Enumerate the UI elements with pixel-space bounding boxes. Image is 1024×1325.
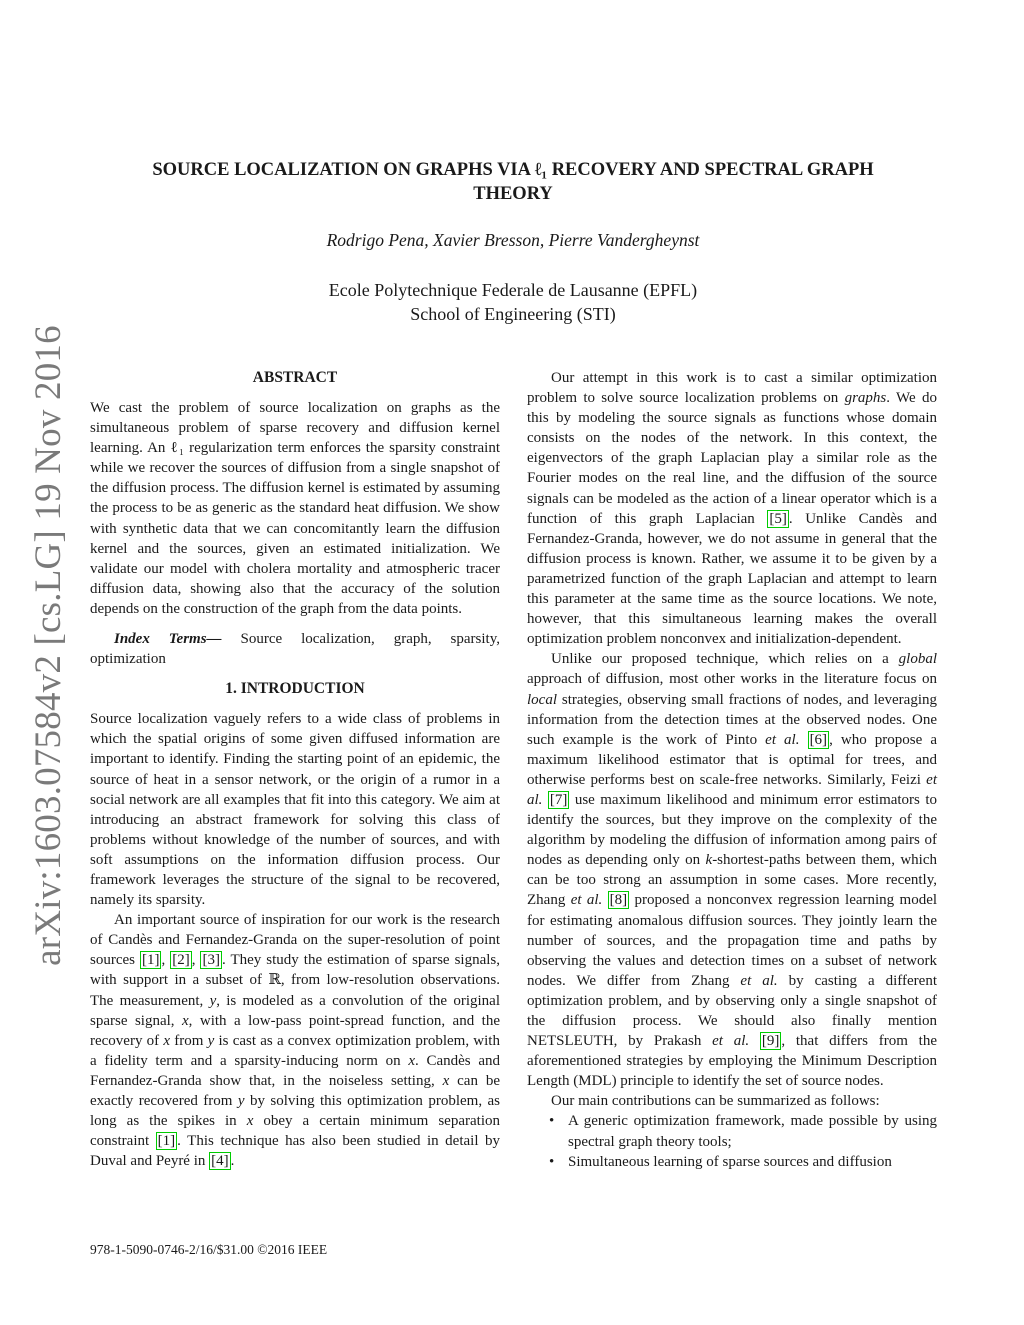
affiliation: [100, 278, 926, 326]
affiliation-line-1: Ecole Polytechnique Federale de Lausanne (EPFL): [328, 280, 698, 300]
right-column: [527, 368, 937, 1172]
left-column: [90, 368, 500, 1171]
citation-link[interactable]: [1]: [141, 952, 160, 969]
paper-title: [100, 158, 926, 206]
citation-link[interactable]: [3]: [202, 952, 220, 969]
abstract-heading: ABSTRACT: [252, 369, 338, 386]
contributions-list: [527, 1111, 937, 1171]
citation-link[interactable]: [2]: [172, 952, 190, 969]
affiliation-line-2: School of Engineering (STI): [410, 304, 616, 324]
title-line-2: THEORY: [473, 184, 553, 204]
citation-link[interactable]: [4]: [211, 1153, 229, 1170]
citation-link[interactable]: [1]: [157, 1133, 176, 1150]
index-terms-label: Index Terms—: [114, 631, 222, 648]
intro-paragraph-1: Source localization vaguely refers to a wide class of problems in which the spatial origins of some given diffused information are important to identify. Finding the starting point of an epidemic, the source of heat in a sensor network, or the origin of a rumor in a social network are all examples that fit into this category. We aim at introducing an abstract framework for solving this class of problems without knowledge of the number of sources, and with soft assumptions on the information diffusion process. Our framework leverages the structure of the signal to be recovered, namely its sparsity.: [90, 711, 500, 909]
arxiv-stamp-text: arXiv:1603.07584v2 [cs.LG] 19 Nov 2016: [27, 324, 69, 966]
intro-heading: 1. INTRODUCTION: [225, 680, 365, 698]
right-paragraph-2: Unlike our proposed technique, which relies on a global approach of diffusion, most other works in the literature focus on local strategies, observing small fractions of nodes, and leveraging information from the detection times at the observed nodes. One such example is the work of Pinto et al. [6] , who propose a maximum likelihood estimator that is optimal for trees, and otherwise performs best on scale-free networks. Similarly, Feizi et al. [7] use maximum likelihood and minimum error estimators to identify the sources, but they improve on the complexity of the algorithm by modeling the diffusion of information among pairs of nodes as depending only on k-shortest-paths between them, which can be too strong an assumption in some cases. More recently, Zhang et al. [8] proposed a nonconvex regression learning model for estimating anomalous diffusion sources. They jointly learn the number of sources, and the propagation time and paths by observing the values and detection times on a subset of network nodes. We differ from Zhang et al. by casting a different optimization problem, and by observing only a single snapshot of the diffusion process. We should also finally mention NETSLEUTH, by Prakash et al. [9] , that differs from the aforementioned strategies by employing the Minimum Description Length (MDL) principle to identify the set of source nodes.: [527, 651, 938, 1090]
right-paragraph-1: Our attempt in this work is to cast a similar optimization problem to solve source localization problems on graphs. We do this by modeling the source signals as functions whose domain consists on the nodes of the network. In this context, the eigenvectors of the graph Laplacian play a similar role as the Fourier modes on the real line, and the diffusion of the source signals can be modeled as the action of a linear operator which is a function of this graph Laplacian [5] . Unlike Candès and Fernandez-Granda, however, we do not assume in general that the diffusion process is known. Rather, we assume it to be given by a parametrized function of the graph Laplacian and attempt to learn this parameter at the same time as the source locations. We note, however, that this simultaneous learning makes the overall optimization problem nonconvex and initialization-dependent.: [527, 370, 938, 648]
intro-paragraph-2: An important source of inspiration for our work is the research of Candès and Fernandez-Granda on the super-resolution of point sources [1] , [2] , [3] . They study the estimation of sparse signals, with support in a subset of ℝ, from low-resolution observations. The measurement, y, is modeled as a convolution of the original sparse signal, x, with a low-pass point-spread function, and the recovery of x from y is cast as a convex optimization problem, with a fidelity term and a sparsity-inducing norm on x. Candès and Fernandez-Granda show that, in the noiseless setting, x can be exactly recovered from y by solving this optimization problem, as long as the spikes in x obey a certain minimum separation constraint [1] . This technique has also been studied in detail by Duval and Peyré in [4] .: [90, 912, 500, 1170]
citation-link[interactable]: [9]: [761, 1033, 780, 1050]
abstract-text: We cast the problem of source localization on graphs as the simultaneous problem of sparse recovery and diffusion kernel learning. An ℓ₁ regularization term enforces the sparsity constraint while we recover the sources of diffusion from a single snapshot of the diffusion process. The diffusion kernel is estimated by assuming the process to be as generic as the standard heat diffusion. We show with synthetic data that we can concomitantly learn the diffusion kernel and the sources, given an estimated initialization. We validate our model with cholera mortality and atmospheric tracer diffusion data, showing also that the accuracy of the solution depends on the construction of the graph from the data points.: [90, 400, 500, 617]
arxiv-stamp: [22, 324, 74, 966]
citation-link[interactable]: [5]: [769, 510, 787, 527]
copyright-footer: 978-1-5090-0746-2/16/$31.00 ©2016 IEEE: [90, 1242, 328, 1257]
right-paragraph-3: Our main contributions can be summarized as follows:: [551, 1093, 880, 1110]
index-terms-text: Source localization, graph, sparsity, optimization: [90, 631, 500, 668]
list-item: • A generic optimization framework, made possible by using spectral graph theory tools;: [549, 1113, 937, 1150]
bullet-icon: •: [549, 1153, 555, 1170]
citation-link[interactable]: [8]: [609, 892, 628, 909]
bullet-icon: •: [549, 1113, 555, 1130]
authors: Rodrigo Pena, Xavier Bresson, Pierre Vandergheynst: [326, 230, 700, 250]
index-terms: [90, 629, 500, 669]
list-item: • Simultaneous learning of sparse sources and diffusion: [527, 1152, 937, 1172]
title-line-1: SOURCE LOCALIZATION ON GRAPHS VIA ℓ₁ RECOVERY AND SPECTRAL GRAPH: [152, 160, 874, 180]
citation-link[interactable]: [7]: [549, 791, 568, 808]
citation-link[interactable]: [6]: [809, 731, 828, 748]
